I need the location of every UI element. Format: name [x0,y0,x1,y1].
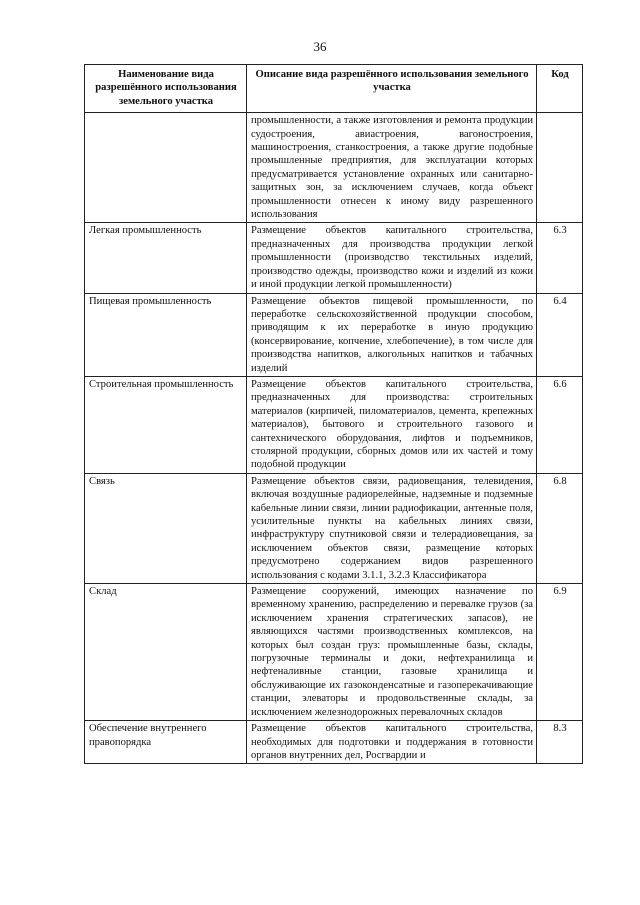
row-code: 6.6 [537,376,583,473]
table-row [85,376,583,473]
table-row [85,473,583,583]
land-use-table [84,64,583,764]
row-description: Размещение объектов связи, радиовещания, телевидения, включая воздушные радиорелейные, надземные и подземные кабельные линии связи, линии радиофикации, антенные поля, усилительные пункты на кабельных линиях связи, инфраструктуру спутниковой связи и телерадиовещания, за исключением объектов связи, размещение которых предусмотрено содержанием видов разрешенного использования с кодами 3.1.1, 3.2.3 Классификатора [247,473,537,583]
header-code: Код [537,65,583,113]
row-code [537,113,583,223]
table-row [85,584,583,721]
row-name: Связь [85,473,247,583]
row-name: Пищевая промышленность [85,293,247,376]
row-name: Строительная промышленность [85,376,247,473]
row-description: Размещение сооружений, имеющих назначение по временному хранению, распределению и перевалке грузов (за исключением хранения стратегических запасов), не являющихся частями производственных комплексов, на которых был создан груз: промышленные базы, склады, погрузочные терминалы и доки, нефтехранилища и нефтеналивные станции, газовые хранилища и обслуживающие их газоконденсатные и газоперекачивающие станции, элеваторы и продовольственные склады, за исключением железнодорожных перевалочных складов [247,584,537,721]
row-name [85,113,247,223]
row-code: 6.4 [537,293,583,376]
row-description: Размещение объектов капитального строительства, предназначенных для производства: строительных материалов (кирпичей, пиломатериалов, цемента, крепежных материалов), бытового и строительного газового и сантехнического оборудования, лифтов и подъемников, столярной продукции, сборных домов или их частей и тому подобной продукции [247,376,537,473]
row-description: Размещение объектов капитального строительства, предназначенных для производства продукции легкой промышленности (производство текстильных изделий, производство одежды, производство кожи и изделий из кожи и иной продукции легкой промышленности) [247,223,537,293]
table-row [85,293,583,376]
row-code: 6.3 [537,223,583,293]
row-description: промышленности, а также изготовления и ремонта продукции судостроения, авиастроения, вагоностроения, машиностроения, станкостроения, а также другие подобные промышленные предприятия, для эксплуатации которых предусматривается установление охранных или санитарно-защитных зон, за исключением случаев, когда объект промышленности отнесен к иному виду разрешенного использования [247,113,537,223]
row-code: 6.9 [537,584,583,721]
row-name: Легкая промышленность [85,223,247,293]
row-code: 8.3 [537,721,583,764]
table-row [85,721,583,764]
row-name: Склад [85,584,247,721]
header-description: Описание вида разрешённого использования земельного участка [247,65,537,113]
table-row [85,113,583,223]
row-code: 6.8 [537,473,583,583]
header-name: Наименование вида разрешённого использования земельного участка [85,65,247,113]
row-name: Обеспечение внутреннего правопорядка [85,721,247,764]
table-row [85,223,583,293]
page-number: 36 [313,39,327,54]
row-description: Размещение объектов пищевой промышленности, по переработке сельскохозяйственной продукции способом, приводящим к их переработке в иную продукцию (консервирование, копчение, хлебопечение), в том числе для производства напитков, алкогольных напитков и табачных изделий [247,293,537,376]
table-header-row [85,65,583,113]
row-description: Размещение объектов капитального строительства, необходимых для подготовки и поддержания в готовности органов внутренних дел, Росгвардии и [247,721,537,764]
